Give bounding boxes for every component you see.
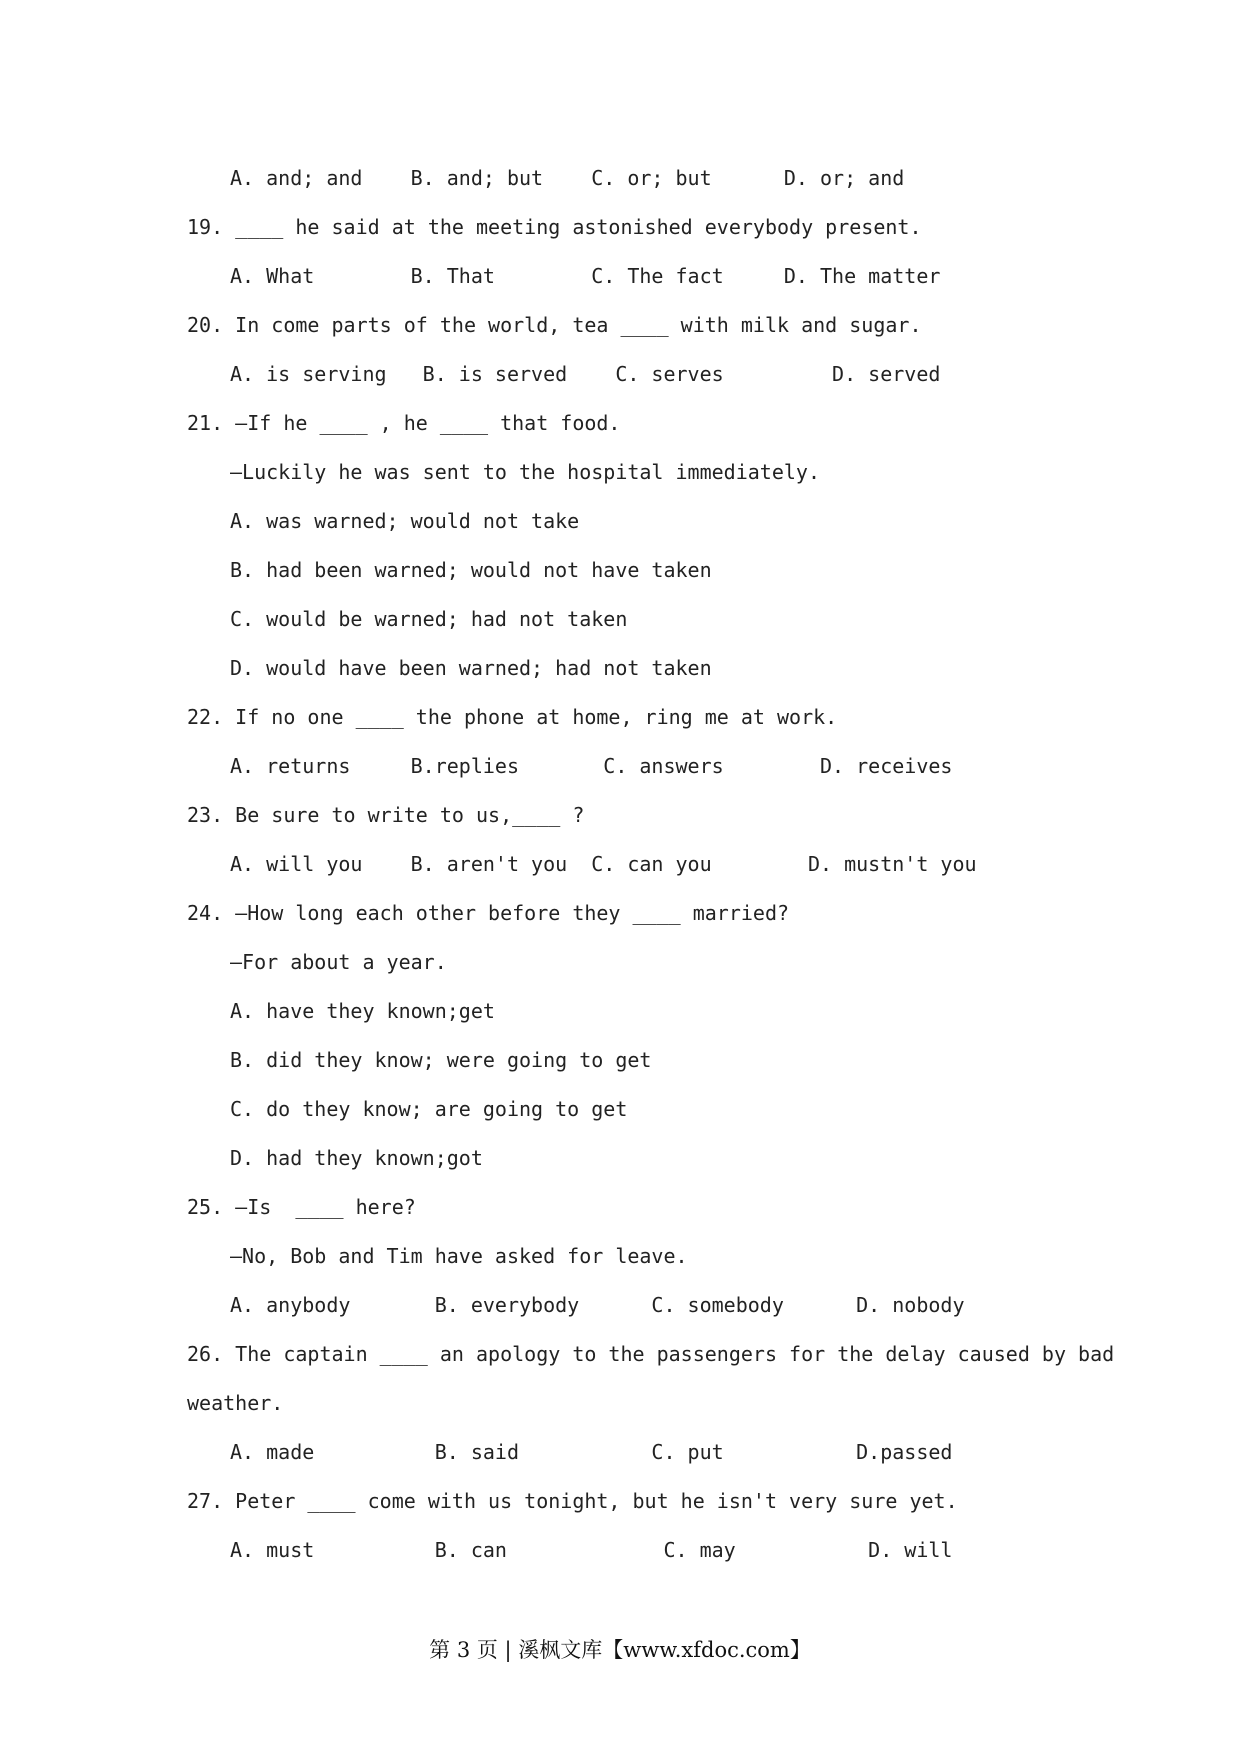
q25-reply: —No, Bob and Tim have asked for leave. xyxy=(230,1244,688,1268)
q24-stem: 24. —How long each other before they ____ married? xyxy=(187,901,790,925)
q25-stem: 25. —Is ____ here? xyxy=(187,1195,416,1219)
q24-reply: —For about a year. xyxy=(230,950,447,974)
q24-option-a: A. have they known;get xyxy=(230,999,495,1023)
q21-option-d: D. would have been warned; had not taken xyxy=(230,656,712,680)
page-footer: 第 3 页 | 溪枫文库【www.xfdoc.com】 xyxy=(429,1638,811,1662)
q21-option-b: B. had been warned; would not have taken xyxy=(230,558,712,582)
q24-option-c: C. do they know; are going to get xyxy=(230,1097,628,1121)
q23-stem: 23. Be sure to write to us,____ ? xyxy=(187,803,585,827)
q24-option-d: D. had they known;got xyxy=(230,1146,483,1170)
q27-stem: 27. Peter ____ come with us tonight, but he isn't very sure yet. xyxy=(187,1489,958,1513)
q25-options: A. anybody B. everybody C. somebody D. nobody xyxy=(230,1293,965,1317)
q27-options: A. must B. can C. may D. will xyxy=(230,1538,953,1562)
q19-stem: 19. ____ he said at the meeting astonished everybody present. xyxy=(187,215,922,239)
q22-options: A. returns B.replies C. answers D. receives xyxy=(230,754,953,778)
q20-options: A. is serving B. is served C. serves D. served xyxy=(230,362,941,386)
q21-stem: 21. —If he ____ , he ____ that food. xyxy=(187,411,621,435)
q21-reply: —Luckily he was sent to the hospital immediately. xyxy=(230,460,821,484)
q26-stem: 26. The captain ____ an apology to the passengers for the delay caused by bad xyxy=(187,1342,1115,1366)
q22-stem: 22. If no one ____ the phone at home, ring me at work. xyxy=(187,705,838,729)
q26-stem-cont: weather. xyxy=(187,1391,284,1415)
q26-options: A. made B. said C. put D.passed xyxy=(230,1440,953,1464)
q21-option-a: A. was warned; would not take xyxy=(230,509,580,533)
q24-option-b: B. did they know; were going to get xyxy=(230,1048,652,1072)
q18-options: A. and; and B. and; but C. or; but D. or; and xyxy=(230,166,905,190)
q19-options: A. What B. That C. The fact D. The matter xyxy=(230,264,941,288)
q23-options: A. will you B. aren't you C. can you D. mustn't you xyxy=(230,852,977,876)
q20-stem: 20. In come parts of the world, tea ____ with milk and sugar. xyxy=(187,313,922,337)
q21-option-c: C. would be warned; had not taken xyxy=(230,607,628,631)
